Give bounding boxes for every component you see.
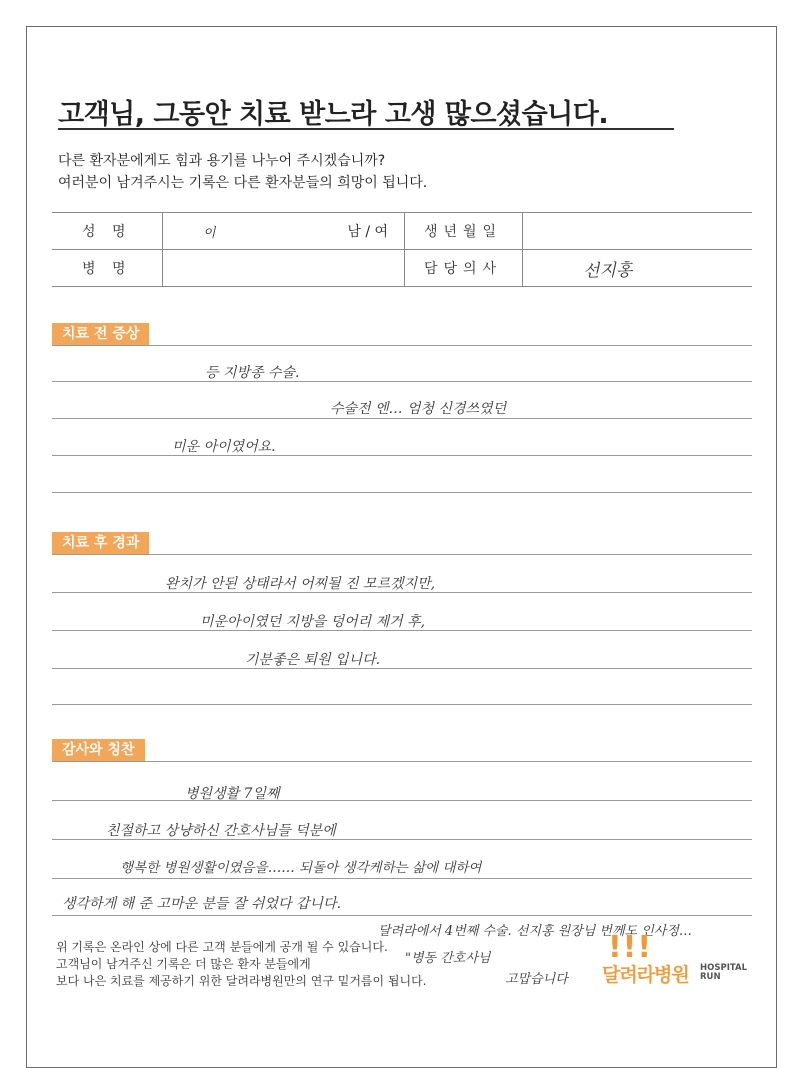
section-rule xyxy=(52,345,752,346)
footer-line-3: 보다 나은 치료를 제공하기 위한 달려라병원만의 연구 밑거름이 됩니다. xyxy=(56,974,427,988)
info-row-disease xyxy=(52,250,752,287)
disease-label: 병 명 xyxy=(52,250,162,287)
logo-en-line1: HOSPITAL xyxy=(700,963,747,973)
patient-info-table xyxy=(52,212,752,287)
section-label-before: 치료 전 증상 xyxy=(52,323,149,345)
logo-english xyxy=(700,964,747,982)
writing-line xyxy=(52,704,752,705)
handwritten-line: 미운 아이였어요. xyxy=(172,439,276,455)
writing-line xyxy=(52,878,752,879)
birth-label: 생년월일 xyxy=(404,213,522,250)
handwritten-line: 달려라에서 4번째 수술. 선지홍 원장님 번께도 인사정… xyxy=(378,924,692,939)
page-title: 고객님, 그동안 치료 받느라 고생 많으셨습니다. xyxy=(58,99,609,130)
footer-line-2: 고객님이 남겨주신 기록은 더 많은 환자 분들에게 xyxy=(56,957,311,971)
section-rule xyxy=(52,761,752,762)
writing-line xyxy=(52,630,752,631)
handwritten-line: 병원생활 7일째 xyxy=(185,786,280,802)
doctor-value xyxy=(522,250,752,287)
info-row-name xyxy=(52,213,752,250)
birth-value xyxy=(522,213,752,250)
writing-line xyxy=(52,418,752,419)
section-label-thanks: 감사와 칭찬 xyxy=(52,739,145,761)
handwritten-line: 생각하게 해 준 고마운 분들 잘 쉬었다 갑니다. xyxy=(62,896,342,912)
handwritten-line: 완치가 안된 상태라서 어찌될 진 모르겠지만, xyxy=(165,576,436,592)
handwritten-line: 미운아이였던 지방을 덩어리 제거 후, xyxy=(200,614,426,630)
logo-name: 달려라병원 xyxy=(602,964,689,986)
gender-label: 남 / 여 xyxy=(332,213,404,250)
handwritten-line: 기분좋은 퇴원 입니다. xyxy=(245,652,381,668)
writing-line xyxy=(52,455,752,456)
writing-line xyxy=(52,800,752,801)
doctor-handwriting: 선지홍 xyxy=(582,259,633,282)
section-rule xyxy=(52,554,752,555)
logo-exclamation-icon: !!! xyxy=(608,930,653,965)
handwritten-line: 친절하고 상냥하신 간호사님들 덕분에 xyxy=(106,823,336,839)
name-handwriting: 이 xyxy=(202,225,216,241)
title-underline xyxy=(58,128,674,130)
section-label-after: 치료 후 경과 xyxy=(52,532,149,554)
intro-line-2: 여러분이 남겨주시는 기록은 다른 환자분들의 희망이 됩니다. xyxy=(58,175,428,191)
logo-en-line2: RUN xyxy=(700,972,721,982)
writing-line xyxy=(52,668,752,669)
doctor-label: 담당의사 xyxy=(404,250,522,287)
handwritten-line: "병동 간호사님 xyxy=(405,951,491,966)
writing-line xyxy=(52,492,752,493)
handwritten-line: 등 지방종 수술. xyxy=(205,365,300,381)
hospital-logo xyxy=(600,930,760,988)
name-value xyxy=(162,213,332,250)
writing-line xyxy=(52,915,752,916)
writing-line xyxy=(52,381,752,382)
name-label: 성 명 xyxy=(52,213,162,250)
writing-line xyxy=(52,592,752,593)
intro-line-1: 다른 환자분에게도 힘과 용기를 나누어 주시겠습니까? xyxy=(58,153,386,169)
handwritten-line: 행복한 병원생활이였음을…… 되돌아 생각케하는 삶에 대하여 xyxy=(120,860,482,876)
handwritten-line: 수술전 엔… 엄청 신경쓰였던 xyxy=(330,401,507,417)
handwritten-line: 고맙습니다 xyxy=(505,972,568,987)
disease-value xyxy=(162,250,404,287)
writing-line xyxy=(52,839,752,840)
footer-line-1: 위 기록은 온라인 상에 다른 고객 분들에게 공개 될 수 있습니다. xyxy=(56,940,388,954)
